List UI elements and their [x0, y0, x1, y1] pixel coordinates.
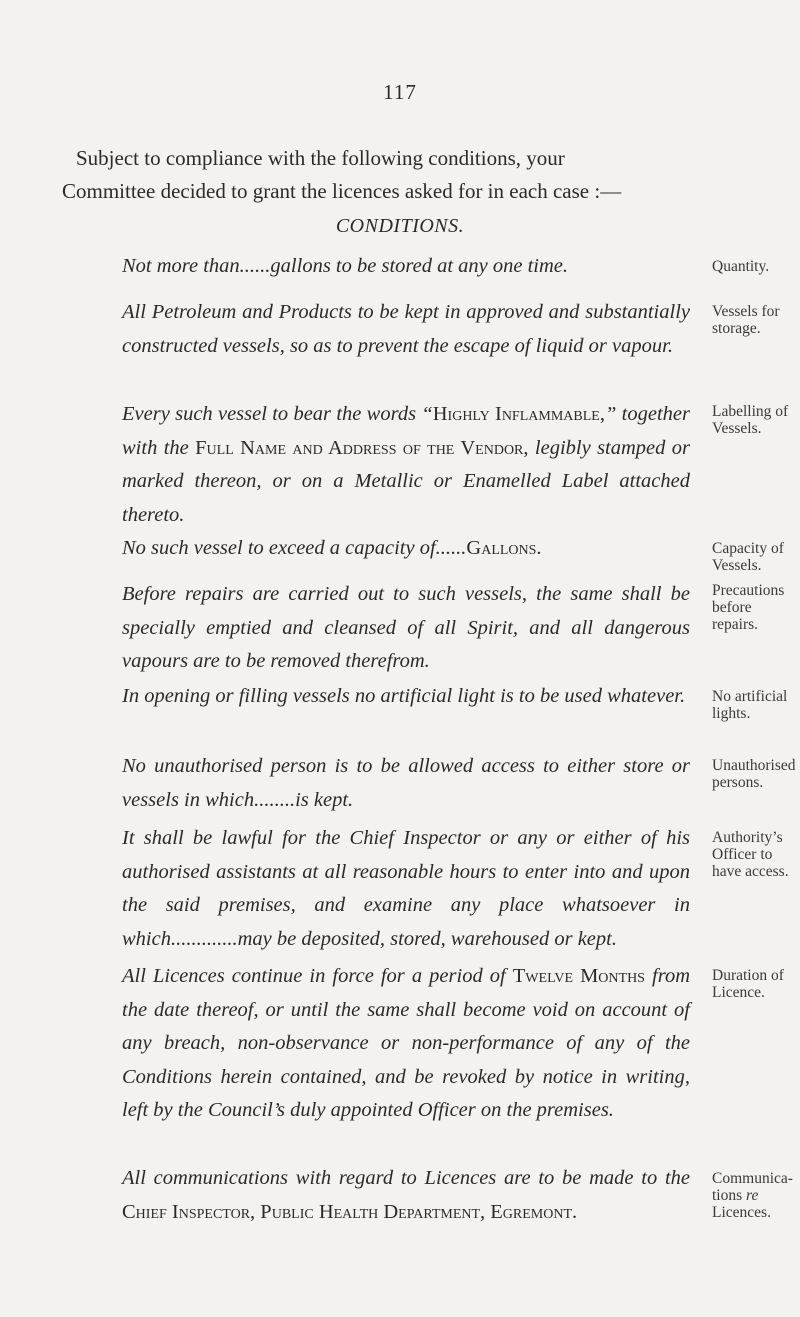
condition-text: It shall be lawful for the Chief Inspector or any or either of his authorised assistants at all reasonable hours to enter into and upon the said premises, and examine any place whatsoever in which.............may be deposited, stored, warehoused or kept. — [122, 827, 690, 950]
condition-text: In opening or filling vessels no artificial light is to be used whatever. — [122, 685, 686, 707]
condition-text: All Licences continue in force for a period of Twelve Months from the date thereof, or until the same shall become void on account of any breach, non-observance or non-performance of any of the Conditions herein contained, and be revoked by notice in writing, left by the Council’s duly appointed Officer on the premises. — [122, 965, 691, 1121]
condition-vessels — [62, 296, 690, 363]
condition-text: No such vessel to exceed a capacity of......Gallons. — [122, 537, 542, 559]
conditions-heading: CONDITIONS. — [335, 215, 465, 237]
margin-note-labelling: Labelling of Vessels. — [712, 403, 789, 437]
condition-precautions — [62, 578, 690, 679]
condition-communications — [62, 1162, 690, 1229]
intro-line-1: Subject to compliance with the following conditions, your — [76, 146, 565, 170]
condition-labelling — [62, 398, 690, 532]
margin-note-communications: Communica- tions re Licences. — [712, 1170, 793, 1221]
condition-text: Every such vessel to bear the words “Highly Inflammable,” together with the Full Name and Address of the Vendor, legibly stamped or marked thereon, or on a Metallic or Enamelled Label attached thereto. — [122, 403, 691, 526]
intro-paragraph — [62, 142, 698, 208]
margin-note-access: Authority’s Officer to have access. — [712, 829, 789, 880]
margin-note-duration: Duration of Licence. — [712, 967, 784, 1001]
intro-line-2: Committee decided to grant the licences asked for in each case :— — [62, 179, 622, 203]
margin-note-no-lights: No artificial lights. — [712, 688, 788, 722]
condition-text: All communications with regard to Licences are to be made to the Chief Inspector, Public Health Department, Egremont. — [122, 1167, 690, 1223]
condition-text: Before repairs are carried out to such vessels, the same shall be specially emptied and cleansed of all Spirit, and all dangerous vapours are to be removed therefrom. — [122, 583, 690, 672]
condition-quantity — [62, 250, 690, 284]
page-number: 117 — [383, 80, 417, 104]
condition-duration — [62, 960, 690, 1128]
condition-text: Not more than......gallons to be stored at any one time. — [122, 255, 569, 277]
condition-text: All Petroleum and Products to be kept in approved and substantially constructed vessels, so as to prevent the escape of liquid or vapour. — [122, 301, 690, 357]
condition-access — [62, 822, 690, 956]
margin-note-quantity: Quantity. — [712, 258, 770, 275]
condition-text: No unauthorised person is to be allowed access to either store or vessels in which........is kept. — [122, 755, 690, 811]
margin-note-precautions: Precautions before repairs. — [712, 582, 785, 633]
condition-capacity — [62, 532, 690, 566]
margin-note-capacity: Capacity of Vessels. — [712, 540, 784, 574]
condition-no-lights — [62, 680, 690, 714]
margin-note-vessels: Vessels for storage. — [712, 303, 780, 337]
condition-unauthorised — [62, 750, 690, 817]
margin-note-unauthorised: Unauthorised persons. — [712, 757, 796, 791]
